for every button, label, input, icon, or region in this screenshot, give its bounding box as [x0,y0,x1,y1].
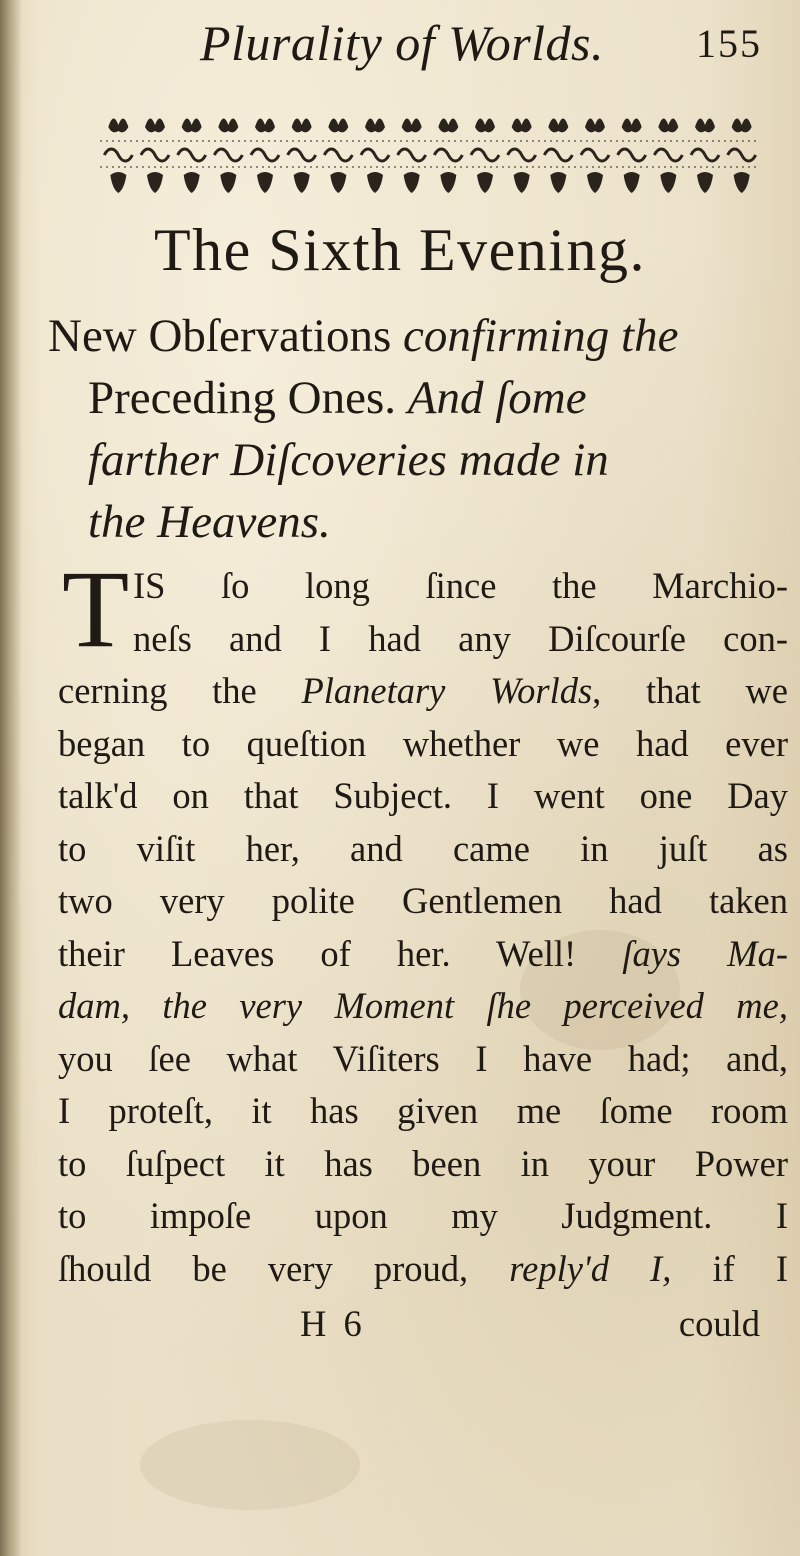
drop-cap: T [62,548,130,670]
ornament-pendant [550,172,566,193]
signature-mark: H 6 [300,1303,366,1344]
ornament-scroll [544,149,572,161]
ornament-pendant [294,172,310,193]
ornament-scroll [141,149,169,161]
ornament-scroll [178,149,206,161]
ornament-pendant [257,172,273,193]
text-line [58,1243,788,1296]
summary-text: New Obſervations [48,310,404,362]
ornament-fleuron [475,118,495,132]
text-line: you ſee what Viſiters I have had; and, [58,1037,788,1079]
ornament-scroll [508,149,536,161]
text-line: to impoſe upon my Judgment. I [58,1195,788,1236]
ornament-fleuron [438,118,458,132]
text-run: , that we [592,670,788,711]
printers-ornament-band [100,105,760,201]
ornament-fleuron [218,118,238,132]
chapter-title: The Sixth Evening. [154,217,646,283]
text-line: talk'd on that Subject. I went one Day [58,775,788,816]
ornament-fleuron [512,118,532,132]
ornament-scroll [251,149,279,161]
page-number: 155 [696,21,762,66]
ornament-pendant [440,172,456,193]
text-line: dam, the very Moment ſhe perceived me, [58,985,788,1026]
text-line: to viſit her, and came in juſt as [58,827,788,869]
catchword: could [678,1303,760,1344]
summary-text: Preceding Ones. [88,372,408,424]
ornament-fleuron [365,118,385,132]
ornament-pendant [404,172,420,193]
text-line: began to queſtion whether we had ever [58,722,788,764]
ornament-pendant [110,172,126,193]
ornament-scroll [434,149,462,161]
ornament-pendant [477,172,493,193]
ornament-fleuron [145,118,165,132]
ornament-fleuron [658,118,678,132]
text-run-italic: ſays Ma- [622,932,788,974]
ornament-fleuron [108,118,128,132]
ornament-pendant [660,172,676,193]
ornament-scroll [324,149,352,161]
ornament-pendant [330,172,346,193]
running-title: Plurality of Worlds. [200,15,605,71]
ornament-pendant [184,172,200,193]
ornament-scroll [728,149,756,161]
ornament-pendant [514,172,530,193]
summary-text-italic: And ſome [407,372,587,424]
page-footer [300,1298,780,1350]
text-line: I proteſt, it has given me ſome room [58,1090,788,1131]
ornament-scroll [214,149,242,161]
text-run: if I [671,1247,788,1289]
ornament-scroll [471,149,499,161]
ornament-scroll [654,149,682,161]
ornament-scroll [288,149,316,161]
summary-line [48,305,788,367]
text-run-italic: reply'd I, [509,1247,672,1289]
ornament-fleuron [255,118,275,132]
ornament-scroll [691,149,719,161]
text-line: two very polite Gentlemen had taken [58,880,788,921]
ornament-scroll [398,149,426,161]
paper-stain [140,1420,360,1510]
ornament-fleuron [292,118,312,132]
ornament-fleuron [402,118,422,132]
ornament-fleuron [182,118,202,132]
chapter-summary [48,305,788,553]
ornament-pendant [147,172,163,193]
ornament-fleuron [585,118,605,132]
running-head [0,8,800,78]
ornament-pendant [734,172,750,193]
text-run-italic: Planetary Worlds [301,670,593,711]
ornament-fleuron [622,118,642,132]
ornament-fleuron [328,118,348,132]
ornament-pendant [624,172,640,193]
summary-line: farther Diſcoveries made in [88,434,609,486]
ornament-pendant [587,172,603,193]
ornament-scroll [361,149,389,161]
text-line [58,928,788,981]
text-line: IS ſo long ſince the Marchio- [133,565,788,606]
ornament-scroll [618,149,646,161]
ornament-fleuron [548,118,568,132]
text-line: neſs and I had any Diſcourſe con- [133,617,788,659]
ornament-pendant [220,172,236,193]
text-line: to ſuſpect it has been in your Power [58,1142,788,1184]
summary-line: the Heavens. [88,496,331,548]
text-run: ſhould be very proud, [58,1247,510,1289]
ornament-scroll [104,149,132,161]
ornament-scroll [581,149,609,161]
summary-text-italic: confirming the [403,310,679,362]
text-line [58,665,788,718]
ornament-pendant [367,172,383,193]
text-run: their Leaves of her. Well! [58,932,623,974]
ornament-fleuron [732,118,752,132]
ornament-fleuron [695,118,715,132]
summary-line [48,367,788,429]
text-run: cerning the [58,670,302,711]
ornament-pendant [697,172,713,193]
body-text [58,548,788,1295]
